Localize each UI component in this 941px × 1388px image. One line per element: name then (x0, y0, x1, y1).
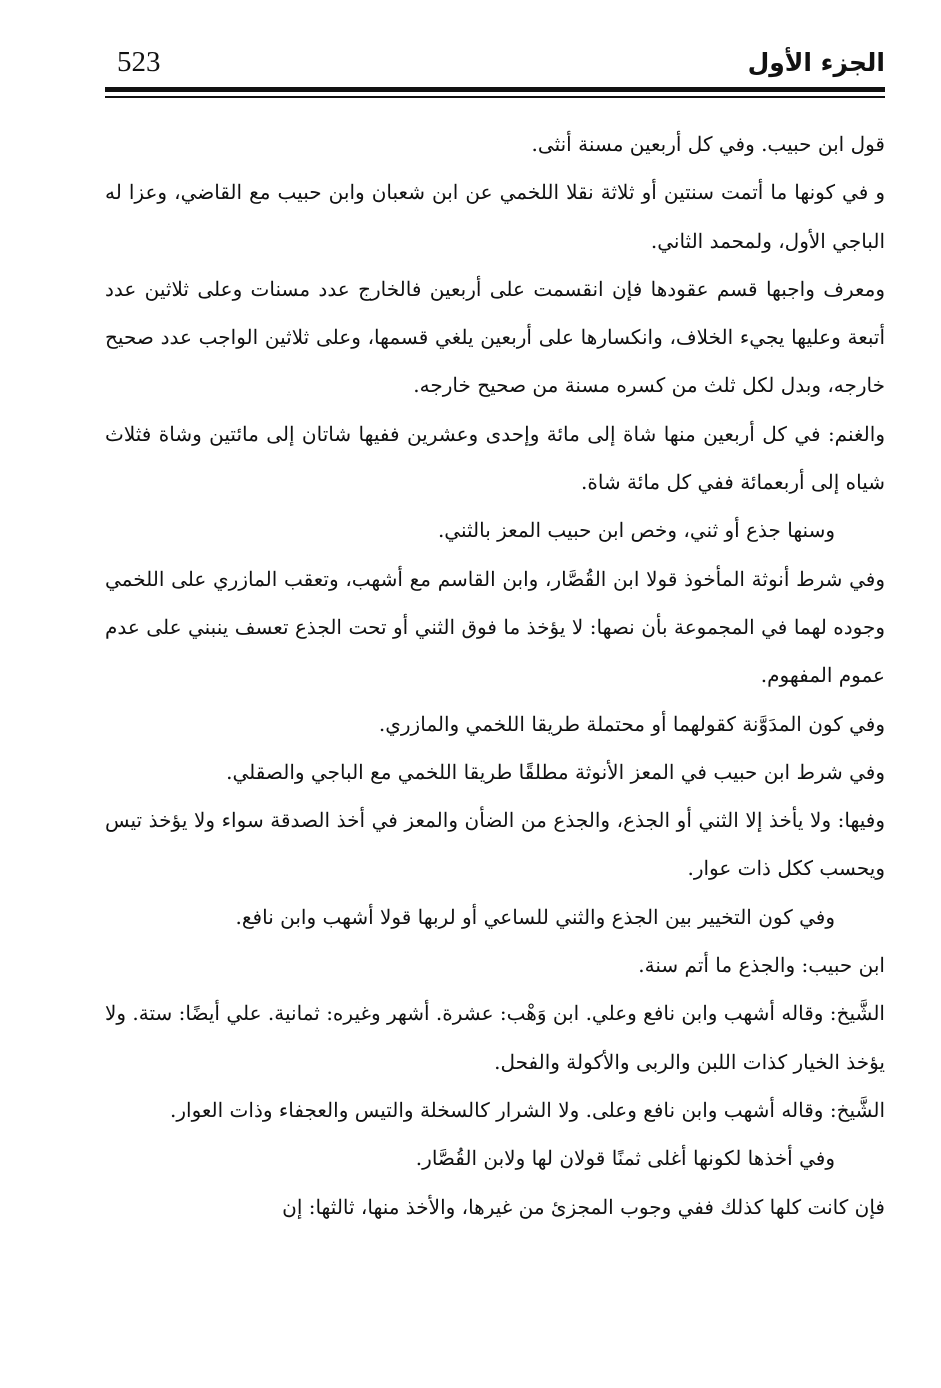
paragraph: وفي شرط ابن حبيب في المعز الأنوثة مطلقًا طريقا اللخمي مع الباجي والصقلي. (226, 759, 885, 784)
paragraph: وفي شرط أنوثة المأخوذ قولا ابن القُصَّار، وابن القاسم مع أشهب، وتعقب المازري على اللخمي وجوده لهما في المجموعة بأن نصها: لا يؤخذ ما فوق الثني أو تحت الجذع تعسف ينبني على عدم عموم المفهوم. (105, 566, 885, 688)
paragraph: ابن حبيب: والجذع ما أتم سنة. (638, 953, 885, 978)
paragraph: وفي كون المدَوَّنة كقولهما أو محتملة طريقا اللخمي والمازري. (378, 711, 885, 736)
paragraph: وفي أخذها لكونها أغلى ثمنًا قولان لها ولابن القُصَّار. (415, 1146, 835, 1171)
paragraph: ومعرف واجبها قسم عقودها فإن انقسمت على أربعين فالخارج عدد مسنات وعلى ثلاثين عدد أتبعة وعليها يجيء الخلاف، وانكسارها على أربعين يلغي قسمها، وعلى ثلاثين الواجب عدد صحيح خارجه، وبدل لكل ثلث من كسره مسنة من صحيح خارجه. (105, 276, 885, 398)
paragraph: والغنم: في كل أربعين منها شاة إلى مائة وإحدى وعشرين ففيها شاتان إلى مائتين وشاة فثلاث شياه إلى أربعمائة ففي كل مائة شاة. (105, 421, 885, 495)
header-rule-thin (105, 96, 885, 98)
paragraph: قول ابن حبيب. وفي كل أربعين مسنة أنثى. (531, 132, 885, 156)
paragraph: وسنها جذع أو ثني، وخص ابن حبيب المعز بالثني. (437, 518, 835, 543)
paragraph: وفي كون التخيير بين الجذع والثني للساعي أو لربها قولا أشهب وابن نافع. (235, 904, 835, 929)
paragraph: و في كونها ما أتمت سنتين أو ثلاثة نقلا اللخمي عن ابن شعبان وابن حبيب مع القاضي، وعزا له الباجي الأول، ولمحمد الثاني. (105, 180, 885, 253)
paragraph: الشَّيخ: وقاله أشهب وابن نافع وعلي. ابن وَهْب: عشرة. أشهر وغيره: ثمانية. علي أيضًا: ستة. ولا يؤخذ الخيار كذات اللبن والربى والأكولة والفحل. (105, 1001, 885, 1074)
header-rule-thick (105, 87, 885, 92)
paragraph: وفيها: ولا يأخذ إلا الثني أو الجذع، والجذع من الضأن والمعز في أخذ الصدقة سواء ولا يؤخذ تيس ويحسب ككل ذات عوار. (105, 808, 885, 881)
paragraph: فإن كانت كلها كذلك ففي وجوب المجزئ من غيرها، والأخذ منها، ثالثها: إن (282, 1194, 885, 1219)
page-number: 523 (117, 46, 161, 78)
page-header (105, 38, 885, 94)
running-title: الجزء الأول (747, 48, 885, 77)
paragraph: الشَّيخ: وقاله أشهب وابن نافع وعلى. ولا الشرار كالسخلة والتيس والعجفاء وذات العوار. (170, 1097, 885, 1122)
body-text (105, 120, 885, 1231)
